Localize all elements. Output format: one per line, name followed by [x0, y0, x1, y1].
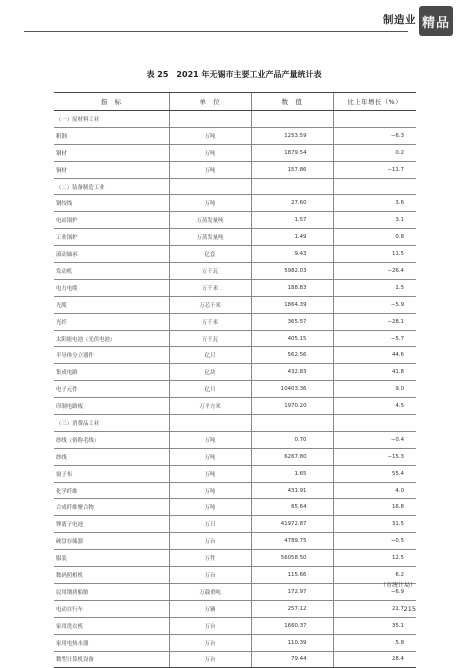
- row-indicator: 印制电路板: [54, 398, 169, 415]
- row-unit: 万千瓦: [169, 330, 251, 347]
- row-growth: 3.1: [333, 212, 416, 229]
- table-row: [54, 583, 416, 600]
- row-growth: −11.7: [333, 161, 416, 178]
- row-unit: 万蒸发量吨: [169, 229, 251, 246]
- row-growth: 41.8: [333, 364, 416, 381]
- row-unit: 万吨: [169, 195, 251, 212]
- table-row: [54, 296, 416, 313]
- column-header-indicator: 指 标: [54, 93, 169, 111]
- table-row: [54, 212, 416, 229]
- row-unit: 万吨: [169, 161, 251, 178]
- table-row: [54, 415, 416, 432]
- row-growth: [333, 178, 416, 195]
- row-indicator: 钢材: [54, 144, 169, 161]
- page-header: [0, 0, 468, 44]
- row-growth: 3.6: [333, 195, 416, 212]
- row-unit: 万千瓦: [169, 263, 251, 280]
- row-value: 1879.54: [251, 144, 333, 161]
- table-row: [54, 161, 416, 178]
- row-growth: 55.4: [333, 465, 416, 482]
- row-indicator: 纱线: [54, 448, 169, 465]
- table-row: [54, 330, 416, 347]
- row-indicator: 家用电热水器: [54, 634, 169, 651]
- row-value: 1253.59: [251, 127, 333, 144]
- table-row: [54, 246, 416, 263]
- row-unit: 万件: [169, 550, 251, 567]
- row-growth: −0.4: [333, 431, 416, 448]
- row-growth: 21.7: [333, 600, 416, 617]
- row-indicator: 光缆: [54, 296, 169, 313]
- table-row: [54, 178, 416, 195]
- row-growth: 28.4: [333, 651, 416, 668]
- table-row: [54, 144, 416, 161]
- source-note: （市统计局）: [379, 582, 416, 589]
- row-growth: 4.5: [333, 398, 416, 415]
- row-unit: 亿套: [169, 246, 251, 263]
- row-indicator: 硬盘存储器: [54, 533, 169, 550]
- table-row: [54, 516, 416, 533]
- row-growth: 6.2: [333, 567, 416, 584]
- row-growth: −6.3: [333, 127, 416, 144]
- row-indicator: 集成电路: [54, 364, 169, 381]
- row-indicator: 太阳能电池（光伏电池）: [54, 330, 169, 347]
- row-indicator: （三）消费品工业: [54, 415, 169, 432]
- row-value: 4789.75: [251, 533, 333, 550]
- row-indicator: 工业锅炉: [54, 229, 169, 246]
- row-unit: 万台: [169, 567, 251, 584]
- row-value: 1864.39: [251, 296, 333, 313]
- row-value: 115.66: [251, 567, 333, 584]
- table-row: [54, 279, 416, 296]
- row-growth: 12.5: [333, 550, 416, 567]
- table-body: [54, 111, 416, 668]
- row-indicator: 窗子布: [54, 465, 169, 482]
- row-value: 41972.87: [251, 516, 333, 533]
- row-indicator: 家用洗衣机: [54, 617, 169, 634]
- table-row: [54, 465, 416, 482]
- table-row: [54, 533, 416, 550]
- row-unit: 万辆: [169, 600, 251, 617]
- row-indicator: 锂离子电池: [54, 516, 169, 533]
- row-value: 562.56: [251, 347, 333, 364]
- table-caption: 表 25 2021 年无锡市主要工业产品产量统计表: [146, 70, 322, 79]
- row-value: 157.86: [251, 161, 333, 178]
- row-indicator: 粗钢: [54, 127, 169, 144]
- row-growth: −5.7: [333, 330, 416, 347]
- row-value: 365.57: [251, 313, 333, 330]
- row-growth: −0.5: [333, 533, 416, 550]
- table-row: [54, 617, 416, 634]
- row-indicator: 半导体分立器件: [54, 347, 169, 364]
- table-row: [54, 398, 416, 415]
- row-unit: 万吨: [169, 465, 251, 482]
- row-growth: 1.5: [333, 279, 416, 296]
- table-row: [54, 263, 416, 280]
- row-value: 1970.20: [251, 398, 333, 415]
- row-growth: 5.8: [333, 634, 416, 651]
- table-row: [54, 651, 416, 668]
- row-indicator: 合成纤维聚合物: [54, 499, 169, 516]
- table-row: [54, 482, 416, 499]
- row-indicator: （一）原材料工业: [54, 111, 169, 128]
- row-value: 431.91: [251, 482, 333, 499]
- row-unit: 万吨: [169, 448, 251, 465]
- row-unit: 万蒸发量吨: [169, 212, 251, 229]
- row-unit: 万吨: [169, 144, 251, 161]
- row-value: 10403.36: [251, 381, 333, 398]
- row-unit: 万平方米: [169, 398, 251, 415]
- row-value: 1660.37: [251, 617, 333, 634]
- logo-text: 精品: [421, 16, 450, 31]
- table-row: [54, 313, 416, 330]
- row-indicator: 电子元件: [54, 381, 169, 398]
- column-header-unit: 单 位: [169, 93, 251, 111]
- table-row: [54, 600, 416, 617]
- row-growth: 35.1: [333, 617, 416, 634]
- row-value: 1.57: [251, 212, 333, 229]
- row-unit: 万千米: [169, 279, 251, 296]
- row-indicator: 滚动轴承: [54, 246, 169, 263]
- row-growth: 0.2: [333, 144, 416, 161]
- table-row: [54, 499, 416, 516]
- column-header-growth: 比上年增长（%）: [333, 93, 416, 111]
- row-unit: 亿块: [169, 364, 251, 381]
- row-value: 432.83: [251, 364, 333, 381]
- row-growth: [333, 415, 416, 432]
- row-value: 405.15: [251, 330, 333, 347]
- row-growth: [333, 111, 416, 128]
- row-unit: 万芯千米: [169, 296, 251, 313]
- row-unit: 万吨: [169, 431, 251, 448]
- row-growth: 4.0: [333, 482, 416, 499]
- table-row: [54, 127, 416, 144]
- table-row: [54, 229, 416, 246]
- row-growth: 16.8: [333, 499, 416, 516]
- section-title: 制造业: [383, 14, 416, 26]
- row-indicator: 微型计算机设备: [54, 651, 169, 668]
- row-growth: 31.5: [333, 516, 416, 533]
- table-row: [54, 431, 416, 448]
- chapter-logo: [419, 6, 453, 36]
- row-unit: 万台: [169, 533, 251, 550]
- row-value: 27.60: [251, 195, 333, 212]
- row-unit: 万台: [169, 617, 251, 634]
- table-row: [54, 111, 416, 128]
- row-indicator: 发动机: [54, 263, 169, 280]
- row-unit: 万吨: [169, 482, 251, 499]
- row-value: [251, 415, 333, 432]
- row-unit: 万载重吨: [169, 583, 251, 600]
- row-value: 65.64: [251, 499, 333, 516]
- row-value: 5982.03: [251, 263, 333, 280]
- row-value: [251, 111, 333, 128]
- row-growth: −28.1: [333, 313, 416, 330]
- row-growth: −26.4: [333, 263, 416, 280]
- row-growth: −15.3: [333, 448, 416, 465]
- table-row: [54, 550, 416, 567]
- row-growth: 11.5: [333, 246, 416, 263]
- row-value: [251, 178, 333, 195]
- row-value: 9.43: [251, 246, 333, 263]
- table-row: [54, 634, 416, 651]
- row-unit: 万吨: [169, 499, 251, 516]
- row-indicator: （二）装备制造工业: [54, 178, 169, 195]
- row-unit: [169, 178, 251, 195]
- row-indicator: 电力电缆: [54, 279, 169, 296]
- row-value: 172.97: [251, 583, 333, 600]
- table-row: [54, 567, 416, 584]
- row-growth: 9.0: [333, 381, 416, 398]
- row-unit: 亿只: [169, 381, 251, 398]
- row-indicator: 化学纤维: [54, 482, 169, 499]
- row-unit: [169, 415, 251, 432]
- row-indicator: 数码照相机: [54, 567, 169, 584]
- row-value: 79.44: [251, 651, 333, 668]
- row-value: 56058.50: [251, 550, 333, 567]
- row-value: 257.12: [251, 600, 333, 617]
- row-indicator: 电站锅炉: [54, 212, 169, 229]
- table-row: [54, 448, 416, 465]
- row-unit: [169, 111, 251, 128]
- row-indicator: 电动自行车: [54, 600, 169, 617]
- row-unit: 万千米: [169, 313, 251, 330]
- table-row: [54, 364, 416, 381]
- row-indicator: 光纤: [54, 313, 169, 330]
- row-growth: −6.9: [333, 583, 416, 600]
- header-rule: [24, 31, 408, 32]
- row-unit: 万台: [169, 651, 251, 668]
- table-header-row: [54, 93, 416, 111]
- row-value: 1.65: [251, 465, 333, 482]
- row-value: 0.70: [251, 431, 333, 448]
- table-row: [54, 381, 416, 398]
- row-growth: 0.8: [333, 229, 416, 246]
- row-unit: 亿只: [169, 347, 251, 364]
- row-indicator: 铜材: [54, 161, 169, 178]
- table-row: [54, 347, 416, 364]
- row-indicator: 民用钢质船舶: [54, 583, 169, 600]
- row-value: 110.39: [251, 634, 333, 651]
- statistics-table: [54, 92, 416, 668]
- row-value: 1.49: [251, 229, 333, 246]
- row-indicator: 服装: [54, 550, 169, 567]
- page-number: 215: [403, 605, 416, 613]
- row-growth: −5.9: [333, 296, 416, 313]
- table-row: [54, 195, 416, 212]
- row-indicator: 钢绞线: [54, 195, 169, 212]
- column-header-value: 数 值: [251, 93, 333, 111]
- row-value: 6267.80: [251, 448, 333, 465]
- row-value: 188.83: [251, 279, 333, 296]
- row-indicator: 纱线（俗称毛线）: [54, 431, 169, 448]
- row-unit: 万吨: [169, 127, 251, 144]
- row-growth: 44.6: [333, 347, 416, 364]
- row-unit: 万只: [169, 516, 251, 533]
- row-unit: 万台: [169, 634, 251, 651]
